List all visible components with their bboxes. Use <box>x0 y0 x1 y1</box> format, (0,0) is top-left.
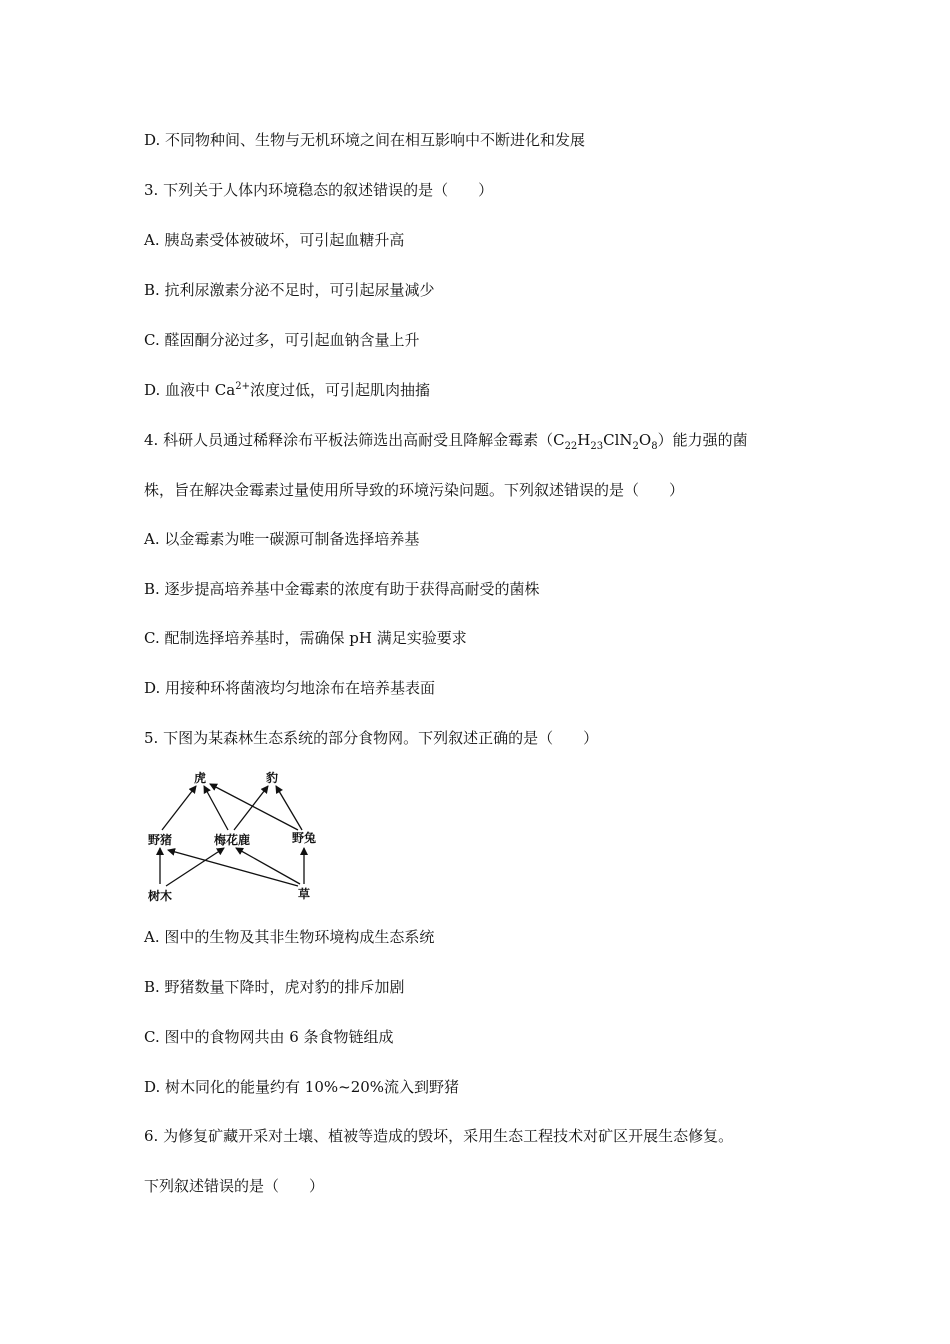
q3-option-d <box>144 380 430 400</box>
arrow-deer-to-tiger <box>204 786 228 830</box>
node-hare: 野兔 <box>291 831 317 845</box>
arrow-tree-to-deer <box>166 848 224 886</box>
q6-stem-line2: 下列叙述错误的是（ ） <box>144 1177 325 1195</box>
q4-sub-3: 2 <box>632 441 639 452</box>
q3-option-a: A. 胰岛素受体被破坏，可引起血糖升高 <box>144 231 405 249</box>
node-tiger: 虎 <box>193 771 207 785</box>
node-boar: 野猪 <box>147 833 173 847</box>
q6-stem-line1: 6. 为修复矿藏开采对土壤、植被等造成的毁坏，采用生态工程技术对矿区开展生态修复。 <box>144 1127 734 1145</box>
q5-option-d: D. 树木同化的能量约有 10%~20%流入到野猪 <box>144 1078 460 1096</box>
q5-option-b: B. 野猪数量下降时，虎对豹的排斥加剧 <box>144 978 405 996</box>
q5-option-c: C. 图中的食物网共由 6 条食物链组成 <box>144 1028 394 1046</box>
q4-text-pre: 4. 科研人员通过稀释涂布平板法筛选出高耐受且降解金霉素（C <box>144 431 565 449</box>
q4-text-post: ）能力强的菌 <box>657 431 748 449</box>
arrow-hare-to-tiger <box>210 784 298 830</box>
arrow-grass-to-deer <box>236 848 300 884</box>
arrow-hare-to-leopard <box>276 786 302 830</box>
arrow-grass-to-boar <box>168 850 298 886</box>
q3-option-b: B. 抗利尿激素分泌不足时，可引起尿量减少 <box>144 281 435 299</box>
node-deer: 梅花鹿 <box>213 833 251 847</box>
q4-option-c: C. 配制选择培养基时，需确保 pH 满足实验要求 <box>144 629 467 647</box>
q4-sub-1: 22 <box>564 441 578 452</box>
node-tree: 树木 <box>147 889 173 903</box>
q4-option-b: B. 逐步提高培养基中金霉素的浓度有助于获得高耐受的菌株 <box>144 580 540 598</box>
arrow-deer-to-leopard <box>234 786 268 830</box>
q3-option-c: C. 醛固酮分泌过多，可引起血钠含量上升 <box>144 331 420 349</box>
q3d-superscript: 2+ <box>235 381 250 392</box>
q4-option-d: D. 用接种环将菌液均匀地涂布在培养基表面 <box>144 679 436 697</box>
q4-option-a: A. 以金霉素为唯一碳源可制备选择培养基 <box>144 530 420 548</box>
arrow-boar-to-tiger <box>162 786 196 830</box>
q4-o: O <box>638 431 652 449</box>
q3-stem: 3. 下列关于人体内环境稳态的叙述错误的是（ ） <box>144 181 494 199</box>
food-web-diagram <box>140 764 330 908</box>
q4-cln: ClN <box>603 431 633 449</box>
q4-sub-2: 23 <box>590 441 604 452</box>
q5-option-a: A. 图中的生物及其非生物环境构成生态系统 <box>144 928 435 946</box>
q5-stem: 5. 下图为某森林生态系统的部分食物网。下列叙述正确的是（ ） <box>144 729 599 747</box>
q3d-text-post: 浓度过低，可引起肌肉抽搐 <box>249 381 430 399</box>
q4-stem-line2: 株，旨在解决金霉素过量使用所导致的环境污染问题。下列叙述错误的是（ ） <box>144 481 685 499</box>
node-grass: 草 <box>297 887 311 901</box>
node-leopard: 豹 <box>265 771 279 785</box>
q4-h: H <box>577 431 591 449</box>
q2-option-d: D. 不同物种间、生物与无机环境之间在相互影响中不断进化和发展 <box>144 131 586 149</box>
q3d-text-pre: D. 血液中 Ca <box>144 381 236 399</box>
q4-stem-line1 <box>144 430 748 450</box>
q4-sub-4: 8 <box>651 441 658 452</box>
